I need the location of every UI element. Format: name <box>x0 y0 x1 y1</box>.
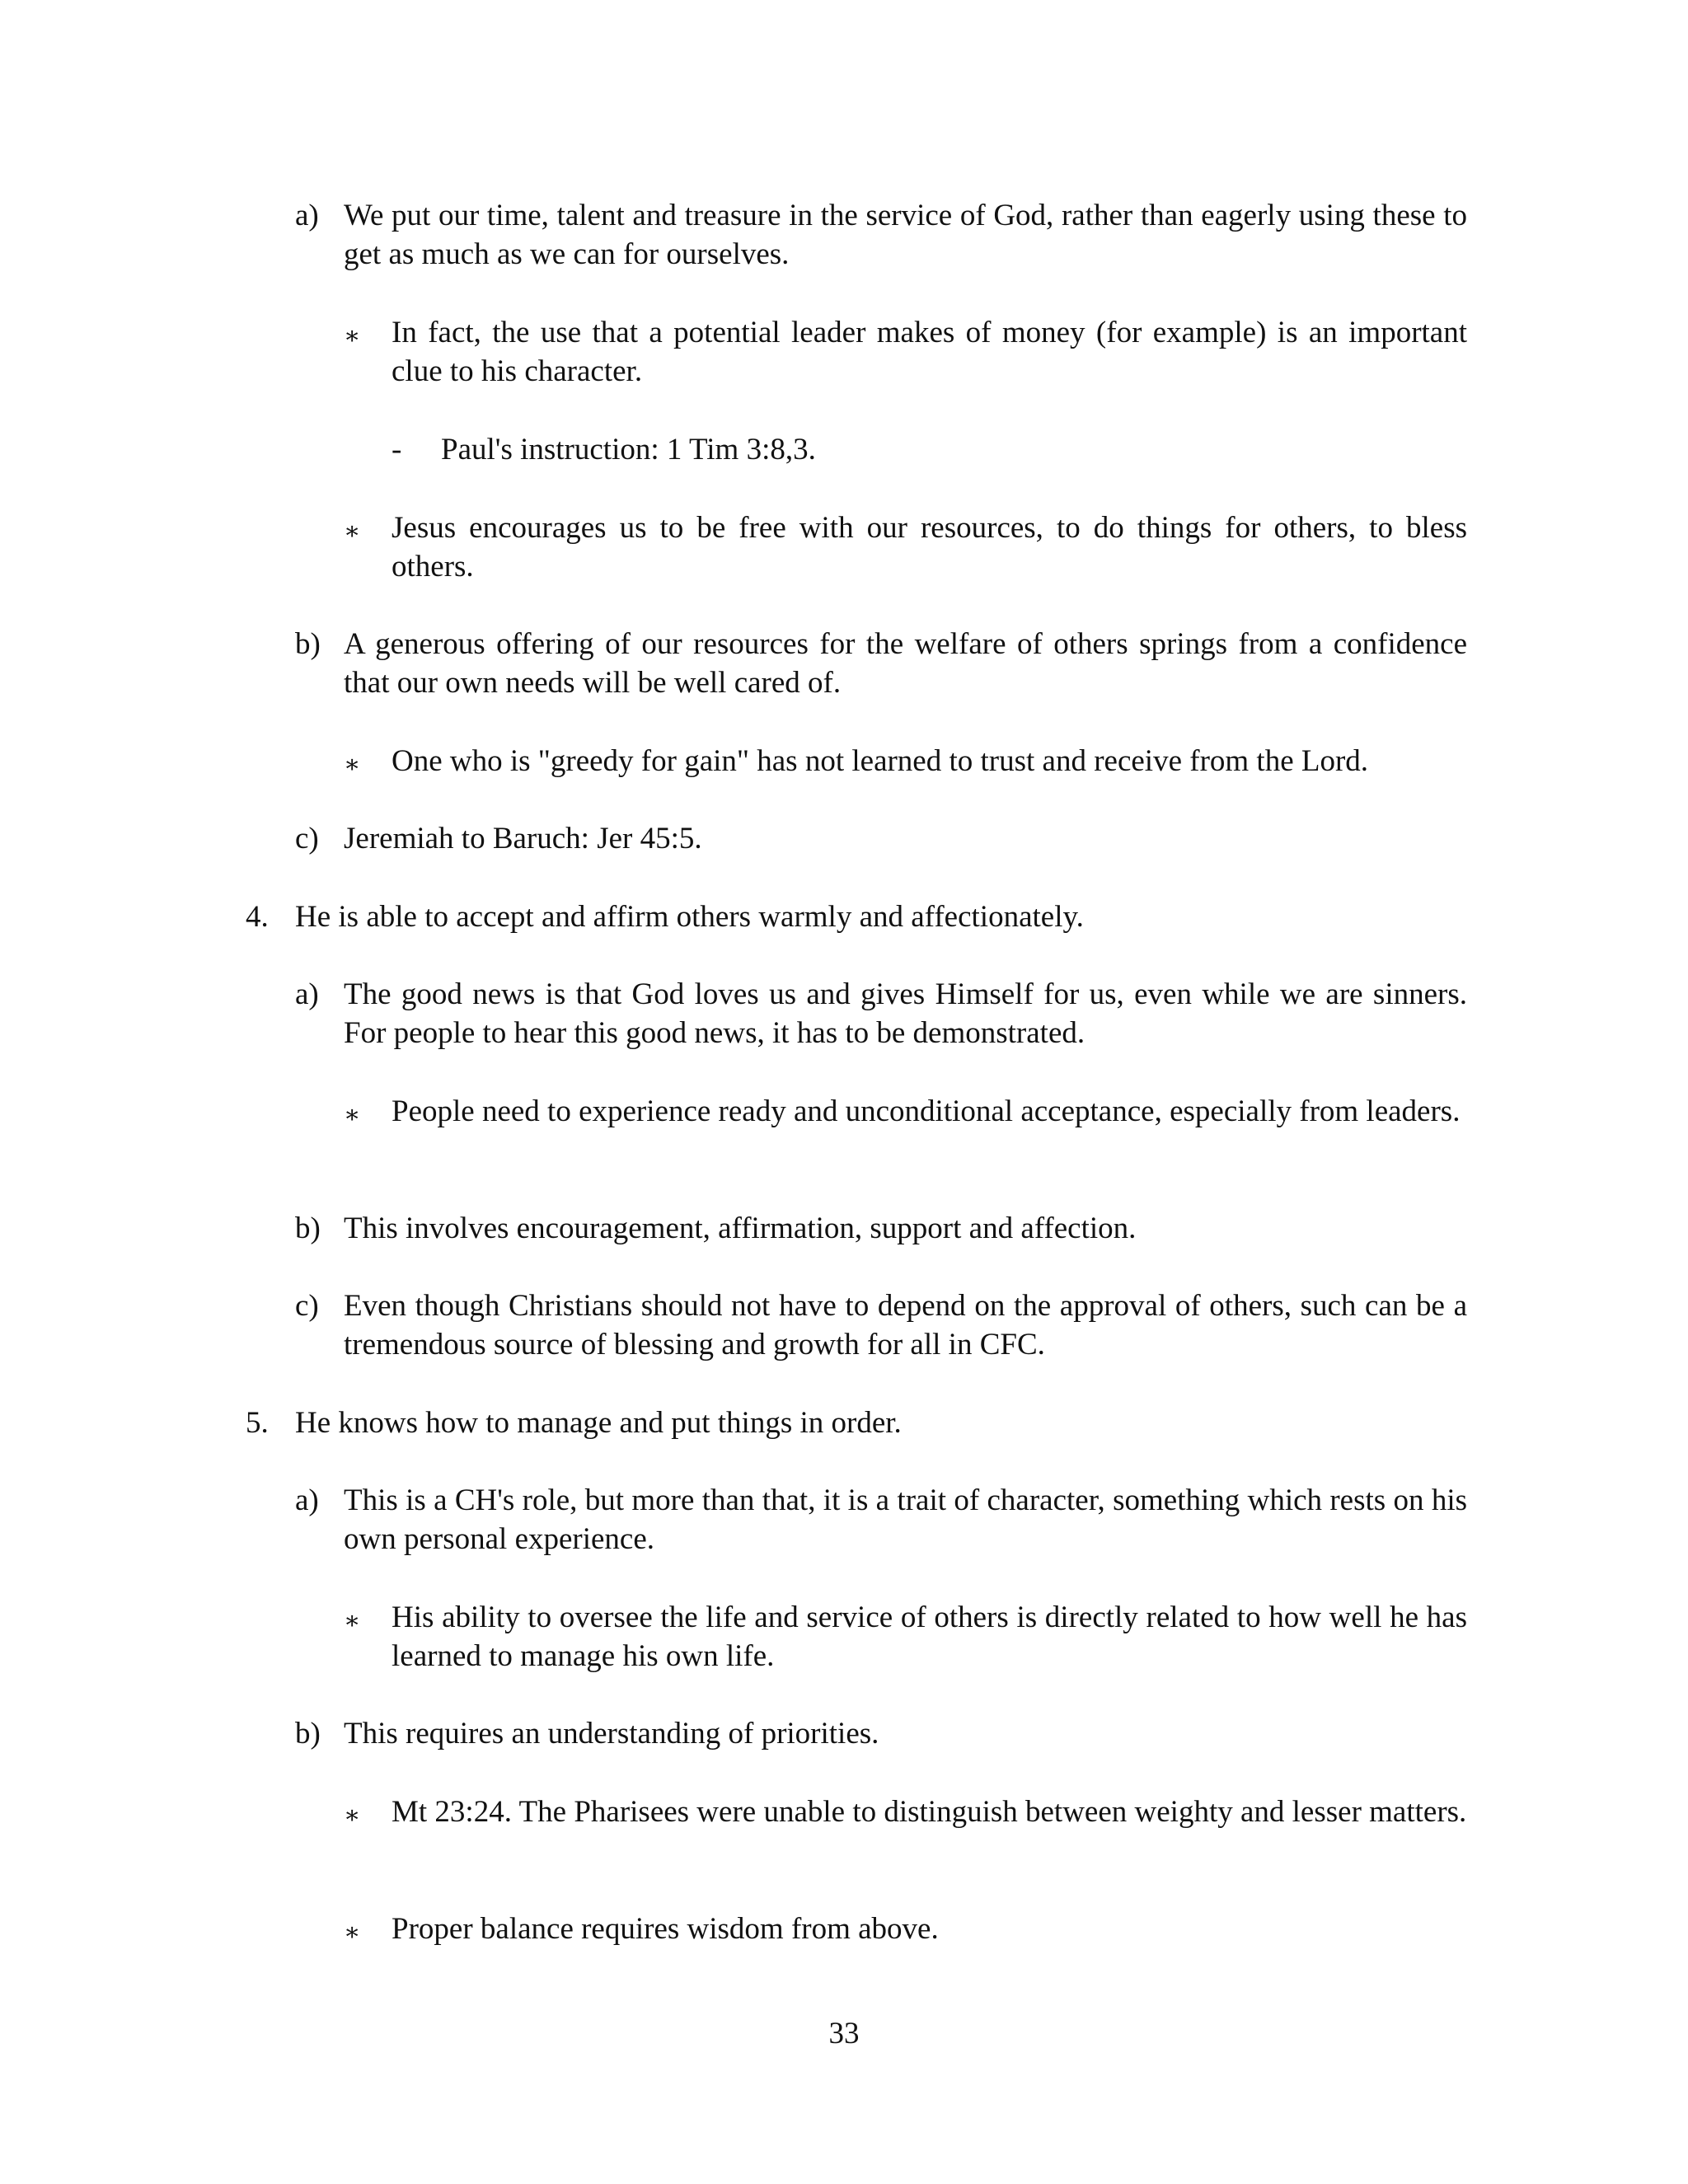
list-item <box>295 1286 1467 1364</box>
list-item-text: In fact, the use that a potential leader makes of money (for example) is an important clue to his character. <box>392 316 1467 388</box>
list-item-text: People need to experience ready and unconditional acceptance, especially from leaders. <box>392 1094 1461 1128</box>
list-item <box>295 975 1467 1052</box>
list-number: 5. <box>246 1406 269 1440</box>
list-item <box>344 742 1467 780</box>
bullet-marker: ∗ <box>344 1101 361 1128</box>
list-marker: b) <box>295 1212 321 1245</box>
list-marker: a) <box>295 199 319 232</box>
dash-marker: - <box>392 433 402 466</box>
list-item <box>295 819 1467 858</box>
list-item-text: He knows how to manage and put things in order. <box>295 1406 902 1440</box>
list-item-text: Paul's instruction: 1 Tim 3:8,3. <box>441 433 816 466</box>
list-marker: b) <box>295 1717 321 1750</box>
list-item <box>392 430 1467 469</box>
list-item <box>295 1714 1467 1753</box>
list-item-text: Proper balance requires wisdom from above. <box>392 1912 939 1946</box>
list-item <box>344 313 1467 391</box>
list-item <box>344 1092 1467 1131</box>
bullet-marker: ∗ <box>344 518 361 545</box>
list-item-text: We put our time, talent and treasure in the service of God, rather than eagerly using these to get as much as we can for ourselves. <box>344 199 1467 271</box>
list-item-text: Mt 23:24. The Pharisees were unable to distinguish between weighty and lesser matters. <box>392 1795 1467 1829</box>
list-item <box>295 1209 1467 1248</box>
list-item <box>295 1481 1467 1558</box>
list-marker: a) <box>295 977 319 1011</box>
list-item <box>344 1793 1467 1831</box>
bullet-marker: ∗ <box>344 1607 361 1634</box>
list-item-text: His ability to oversee the life and service of others is directly related to how well he has learned to manage his own life. <box>392 1601 1467 1673</box>
list-item-text: Jesus encourages us to be free with our resources, to do things for others, to bless others. <box>392 511 1467 583</box>
list-item-text: Jeremiah to Baruch: Jer 45:5. <box>344 822 702 855</box>
list-item <box>344 509 1467 586</box>
list-item-text: He is able to accept and affirm others warmly and affectionately. <box>295 900 1084 934</box>
list-item-text: This is a CH's role, but more than that, it is a trait of character, something which rests on his own personal experience. <box>344 1483 1467 1556</box>
list-item <box>246 1404 1467 1442</box>
list-marker: c) <box>295 1289 319 1323</box>
list-marker: c) <box>295 822 319 855</box>
list-item <box>344 1598 1467 1675</box>
list-item <box>246 898 1467 936</box>
list-item-text: Even though Christians should not have to depend on the approval of others, such can be a tremendous source of blessing and growth for all in CFC. <box>344 1289 1467 1361</box>
list-item-text: This involves encouragement, affirmation, support and affection. <box>344 1212 1137 1245</box>
bullet-marker: ∗ <box>344 751 361 778</box>
list-item-text: This requires an understanding of priorities. <box>344 1717 879 1750</box>
list-item-text: A generous offering of our resources for the welfare of others springs from a confidence that our own needs will be well cared of. <box>344 627 1467 700</box>
list-item <box>295 196 1467 274</box>
list-marker: a) <box>295 1483 319 1517</box>
list-item <box>344 1910 1467 1948</box>
bullet-marker: ∗ <box>344 1919 361 1946</box>
list-item <box>295 625 1467 702</box>
bullet-marker: ∗ <box>344 322 361 349</box>
list-item-text: One who is "greedy for gain" has not learned to trust and receive from the Lord. <box>392 744 1369 778</box>
list-item-text: The good news is that God loves us and gives Himself for us, even while we are sinners. For people to hear this good news, it has to be demonstrated. <box>344 977 1467 1050</box>
list-marker: b) <box>295 627 321 661</box>
page-number: 33 <box>828 2017 860 2050</box>
list-number: 4. <box>246 900 269 934</box>
bullet-marker: ∗ <box>344 1802 361 1829</box>
